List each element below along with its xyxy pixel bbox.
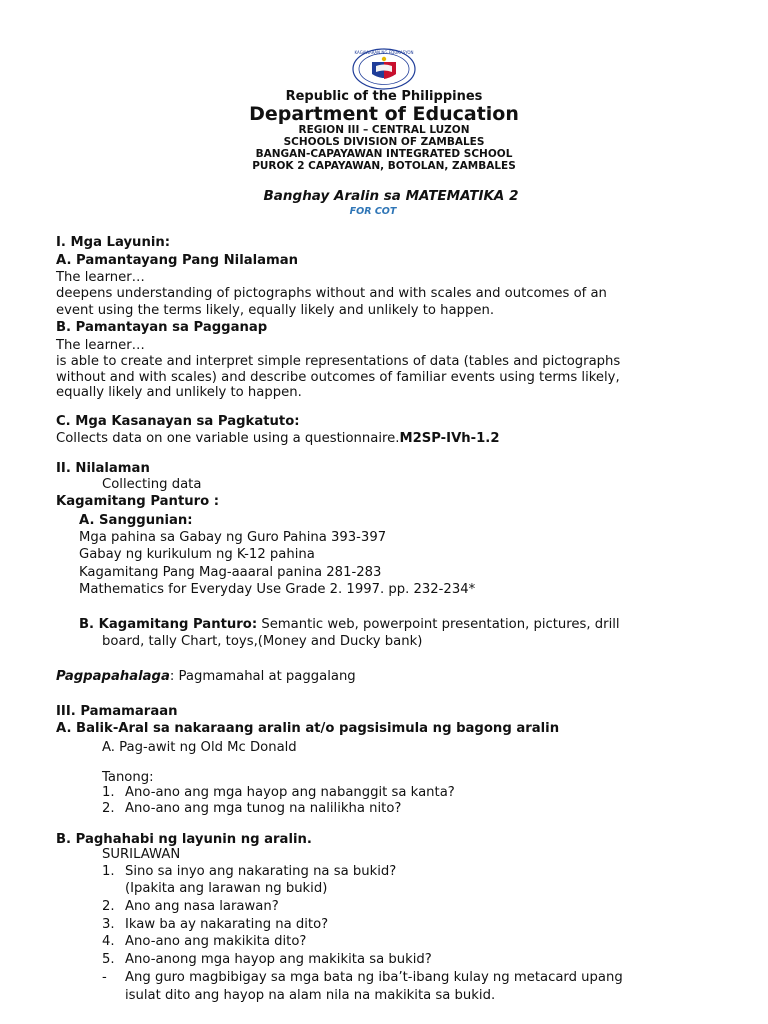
values-label: Pagpapahalaga bbox=[56, 669, 170, 684]
values-line bbox=[56, 669, 356, 685]
references-heading: A. Sanggunian: bbox=[79, 513, 193, 528]
document-subtitle: FOR COT bbox=[349, 206, 397, 217]
section-1a-heading: A. Pamantayang Pang Nilalaman bbox=[56, 253, 299, 268]
deped-seal-logo bbox=[352, 48, 416, 90]
reference-item: Mathematics for Everyday Use Grade 2. 1997. pp. 232-234* bbox=[79, 582, 476, 597]
republic-line: Republic of the Philippines bbox=[285, 89, 483, 104]
section-3a-heading: A. Balik-Aral sa nakaraang aralin at/o pagsisimula ng bagong aralin bbox=[56, 721, 560, 736]
teaching-materials-heading: B. Kagamitang Panturo: bbox=[79, 617, 258, 632]
reference-item: Kagamitang Pang Mag-aaaral panina 281-283 bbox=[79, 565, 382, 580]
region-line: REGION III – CENTRAL LUZON bbox=[298, 124, 470, 136]
list-item-number: 3. bbox=[102, 917, 115, 932]
teaching-materials-continued: board, tally Chart, toys,(Money and Ducky bank) bbox=[102, 634, 423, 649]
section-1b-line: equally likely and unlikely to happen. bbox=[56, 385, 302, 400]
section-1c-heading: C. Mga Kasanayan sa Pagkatuto: bbox=[56, 414, 300, 429]
document-title: Banghay Aralin sa MATEMATIKA 2 bbox=[263, 188, 519, 204]
values-text: : Pagmamahal at paggalang bbox=[169, 669, 356, 684]
teaching-materials-line bbox=[79, 617, 620, 633]
section-1a-line: deepens understanding of pictographs without and with scales and outcomes of an bbox=[56, 286, 607, 301]
section-1b-line: The learner… bbox=[56, 338, 145, 353]
list-item-text: Ano-ano ang makikita dito? bbox=[125, 934, 307, 949]
section-1b-line: without and with scales) and describe outcomes of familiar events using terms likely, bbox=[56, 370, 620, 385]
list-item-number: 1. bbox=[102, 864, 115, 879]
competency-code: M2SP-IVh-1.2 bbox=[399, 431, 500, 446]
list-item-text: Ano-anong mga hayop ang makikita sa bukid? bbox=[125, 952, 432, 967]
list-item-text: Ikaw ba ay nakarating na dito? bbox=[125, 917, 329, 932]
section-3-heading: III. Pamamaraan bbox=[56, 704, 178, 719]
question-number: 1. bbox=[102, 785, 115, 800]
list-item-number: 5. bbox=[102, 952, 115, 967]
section-1-heading: I. Mga Layunin: bbox=[56, 235, 171, 250]
seal-text: KAGAWARAN NG EDUKASYON bbox=[354, 50, 414, 55]
competency-text: Collects data on one variable using a questionnaire. bbox=[56, 431, 400, 446]
section-1a-line: event using the terms likely, equally likely and unlikely to happen. bbox=[56, 303, 495, 318]
section-1b-heading: B. Pamantayan sa Pagganap bbox=[56, 320, 268, 335]
school-address: PUROK 2 CAPAYAWAN, BOTOLAN, ZAMBALES bbox=[252, 160, 516, 172]
list-item-number: - bbox=[102, 970, 107, 985]
question-number: 2. bbox=[102, 801, 115, 816]
list-item-text: Sino sa inyo ang nakarating na sa bukid? bbox=[125, 864, 397, 879]
section-1a-line: The learner… bbox=[56, 270, 145, 285]
list-item-text: (Ipakita ang larawan ng bukid) bbox=[125, 881, 328, 896]
question-text: Ano-ano ang mga hayop ang nabanggit sa kanta? bbox=[125, 785, 455, 800]
list-item-text: Ano ang nasa larawan? bbox=[125, 899, 279, 914]
question-text: Ano-ano ang mga tunog na nalilikha nito? bbox=[125, 801, 402, 816]
content-topic: Collecting data bbox=[102, 477, 202, 492]
teaching-materials-text: Semantic web, powerpoint presentation, pictures, drill bbox=[257, 617, 620, 632]
questions-label: Tanong: bbox=[102, 770, 154, 785]
materials-heading: Kagamitang Panturo : bbox=[56, 494, 220, 509]
surilawan-label: SURILAWAN bbox=[102, 847, 181, 862]
section-3b-heading: B. Paghahabi ng layunin ng aralin. bbox=[56, 832, 312, 847]
school-name: BANGAN-CAPAYAWAN INTEGRATED SCHOOL bbox=[255, 148, 513, 160]
section-2-heading: II. Nilalaman bbox=[56, 461, 150, 476]
competency-line bbox=[56, 431, 500, 447]
activity-item: A. Pag-awit ng Old Mc Donald bbox=[102, 740, 297, 755]
list-item-text: Ang guro magbibigay sa mga bata ng iba’t-ibang kulay ng metacard upang bbox=[125, 970, 623, 985]
reference-item: Mga pahina sa Gabay ng Guro Pahina 393-397 bbox=[79, 530, 387, 545]
section-1b-line: is able to create and interpret simple representations of data (tables and pictographs bbox=[56, 354, 621, 369]
reference-item: Gabay ng kurikulum ng K-12 pahina bbox=[79, 547, 315, 562]
list-item-number: 4. bbox=[102, 934, 115, 949]
list-item-text: isulat dito ang hayop na alam nila na makikita sa bukid. bbox=[125, 988, 496, 1003]
list-item-number: 2. bbox=[102, 899, 115, 914]
department-name: Department of Education bbox=[249, 103, 519, 125]
division-line: SCHOOLS DIVISION OF ZAMBALES bbox=[283, 136, 485, 148]
